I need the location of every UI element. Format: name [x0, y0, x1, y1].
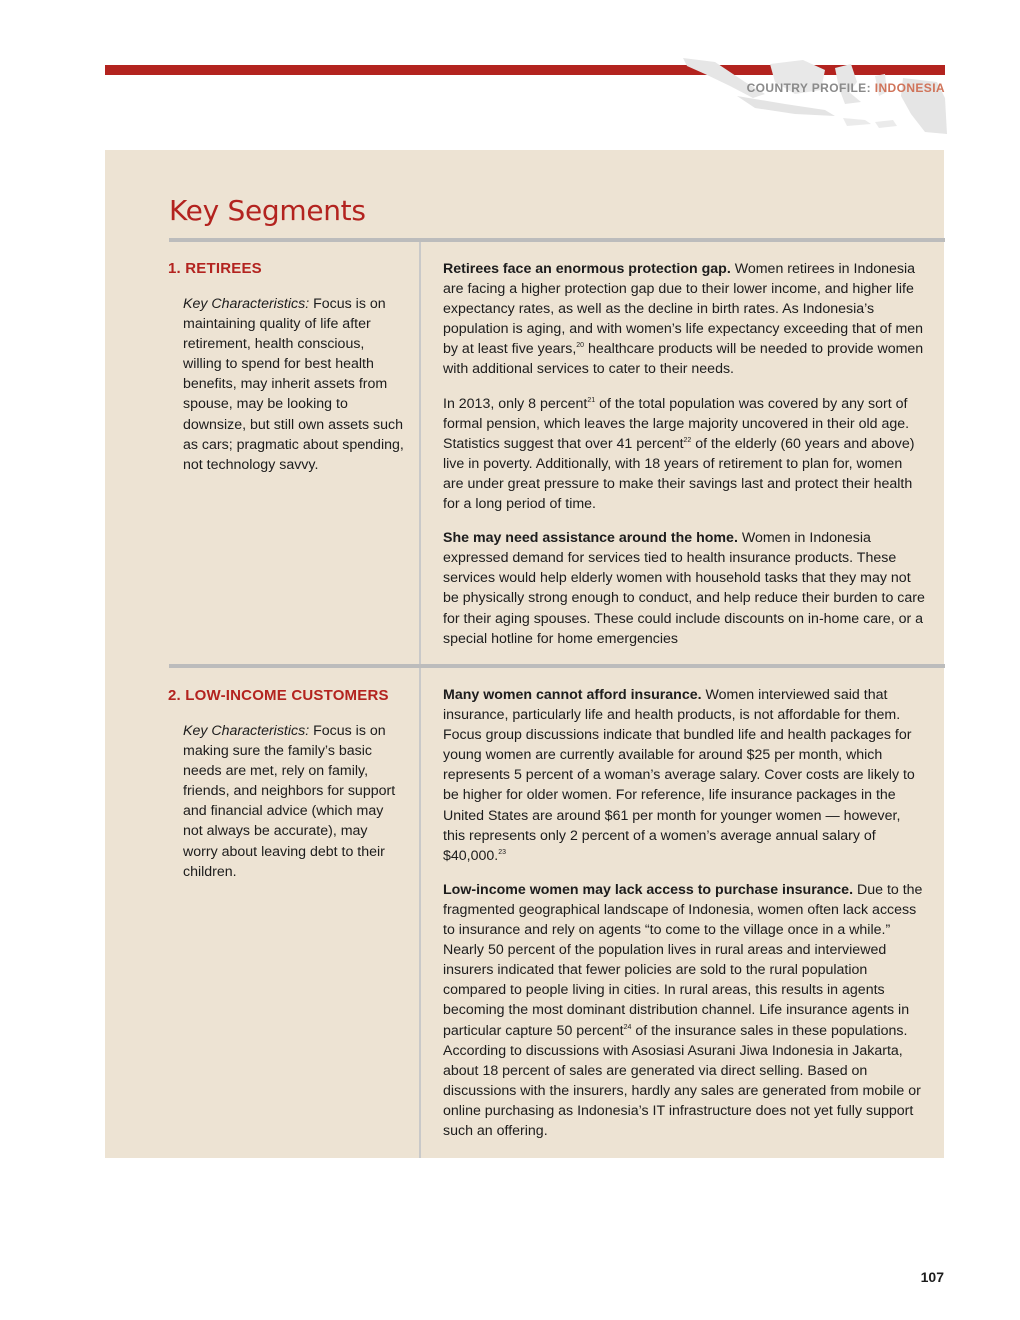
- footnote-ref: 21: [587, 396, 596, 404]
- paragraph-text: of the total population was covered by any sort of formal pension, which leaves the large majority uncovered in their old age. Statistics suggest that over 41 percent: [443, 395, 910, 452]
- paragraph-text: In 2013, only 8 percent: [443, 395, 588, 412]
- key-text: Focus is on maintaining quality of life after retirement, health conscious, willing to spend for best health benefits, may inherit assets from spouse, may be looking to downsize, but still own assets such as cars; pragmatic about spending, not technology savvy.: [183, 296, 404, 473]
- column-divider-2: [419, 668, 421, 1158]
- paragraph-text: healthcare products will be needed to provide women with additional services to cater to their needs.: [443, 341, 924, 378]
- footnote-ref: 23: [498, 848, 507, 856]
- paragraph: [443, 528, 925, 649]
- paragraph-text: Women retirees in Indonesia are facing a higher protection gap due to their lower income, and higher life expectancy rates, as well as the decline in birth rates. As Indonesia’s population is aging, and with women’s life expectancy exceeding that of men by at least five years,: [443, 261, 924, 358]
- paragraph-text: Women interviewed said that insurance, particularly life and health products, is not affordable for them. Focus group discussions indicate that bundled life and health packages for young women are currently available for around $25 per month, which represents 5 percent of a woman’s average salary. Cover costs are likely to be higher for older women. For reference, life insurance packages in the United States are around $61 per month for younger women — however, this represents only 2 percent of a women’s average annual salary of $40,000.: [443, 687, 915, 864]
- paragraph-text: of the insurance sales in these populations. According to discussions with Asosiasi Asurani Jiwa Indonesia in Jakarta, about 18 percent of sales are generated via direct selling. Based on discussions with the insurers, hardly any sales are generated from mobile or online purchasing as Indonesia’s IT infrastructure does not yet fully support such an offering.: [443, 1022, 921, 1139]
- divider-middle: [169, 664, 945, 668]
- key-characteristics-low-income: [183, 721, 405, 882]
- page-number: 107: [920, 1269, 944, 1285]
- segment-body-retirees: [443, 259, 925, 663]
- section-title: Key Segments: [169, 194, 366, 227]
- column-divider-1: [419, 242, 421, 664]
- segment-body-low-income: [443, 685, 925, 1155]
- divider-top: [169, 238, 945, 242]
- footnote-ref: 24: [623, 1023, 632, 1031]
- paragraph-lead: Many women cannot afford insurance.: [443, 687, 702, 703]
- paragraph: [443, 685, 925, 866]
- segment-title-low-income: 2. LOW-INCOME CUSTOMERS: [168, 687, 389, 704]
- footnote-ref: 22: [683, 436, 692, 444]
- running-header-country: INDONESIA: [874, 81, 945, 95]
- paragraph: [443, 394, 925, 515]
- paragraph-text: of the elderly (60 years and above) live in poverty. Additionally, with 18 years of retirement to plan for, women are under great pressure to make their savings last and protect their health for a long period of time.: [443, 435, 915, 513]
- running-header-label: COUNTRY PROFILE:: [746, 81, 871, 95]
- key-label: Key Characteristics:: [183, 723, 310, 739]
- key-label: Key Characteristics:: [183, 296, 310, 312]
- paragraph: [443, 880, 925, 1141]
- paragraph: [443, 259, 925, 380]
- key-characteristics-retirees: [183, 294, 405, 475]
- segment-title-retirees: 1. RETIREES: [168, 260, 262, 277]
- paragraph-lead: Retirees face an enormous protection gap.: [443, 261, 731, 277]
- paragraph-lead: Low-income women may lack access to purchase insurance.: [443, 881, 854, 898]
- paragraph-text: Women in Indonesia expressed demand for services tied to health insurance products. These services would help elderly women with household tasks that they may not be physically strong enough to conduct, and help reduce their burden to care for their aging spouses. These could include discounts on in-home care, or a special hotline for home emergencies: [443, 530, 925, 647]
- paragraph-lead: She may need assistance around the home.: [443, 530, 738, 547]
- paragraph-text: Due to the fragmented geographical landscape of Indonesia, women often lack access to insurance and rely on agents “to come to the village once in a while.” Nearly 50 percent of the population lives in rural areas and interviewed insurers indicated that fewer policies are sold to the rural population compared to people living in cities. In rural areas, this results in agents becoming the most dominant distribution channel. Life insurance agents in particular capture 50 percent: [443, 881, 923, 1039]
- footnote-ref: 20: [576, 342, 585, 350]
- running-header: [747, 81, 945, 95]
- key-text: Focus is on making sure the family’s basic needs are met, rely on family, friends, and neighbors for support and financial advice (which may not always be accurate), may worry about leaving debt to their children.: [183, 723, 396, 880]
- indonesia-map-watermark: [675, 52, 947, 150]
